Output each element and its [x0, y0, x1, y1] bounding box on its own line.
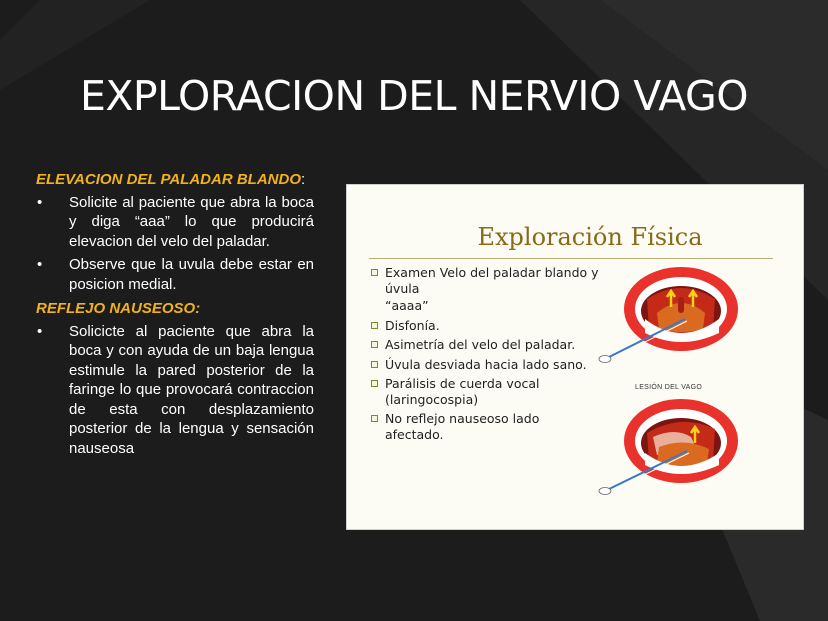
square-bullet-icon: [371, 269, 378, 276]
list-item-text: Asimetría del velo del paladar.: [385, 337, 576, 352]
square-bullet-icon: [371, 322, 378, 329]
heading-paladar-text: ELEVACION DEL PALADAR BLANDO: [36, 171, 302, 188]
list-item: [371, 298, 601, 314]
left-text-column: [36, 170, 314, 463]
panel-bullet-list: [371, 265, 601, 446]
bullet-dot-icon: •: [37, 256, 43, 273]
panel-title: Exploración Física: [477, 223, 703, 251]
mouth-lesion-illustration: [595, 393, 745, 505]
section-heading-paladar: [36, 170, 314, 190]
bullet-text: Solicicte al paciente que abra la boca y con ayuda de un baja lengua estimule la pared posterior de la faringe lo que provocará contraccion de esta con desplazamiento posterior de la lengua y sensación nauseosa: [69, 322, 314, 457]
lesion-label: LESIÓN DEL VAGO: [635, 384, 703, 391]
bullet-list-reflejo: [36, 322, 314, 459]
list-item-text: Disfonía.: [385, 317, 440, 333]
exploration-image-panel: [346, 184, 804, 530]
title-divider: [369, 258, 773, 259]
section-heading-reflejo: [36, 299, 314, 319]
bullet-dot-icon: •: [37, 193, 43, 211]
list-item: [371, 337, 601, 353]
mouth-normal-illustration: [595, 263, 745, 373]
list-item-text: Úvula desviada hacia lado sano.: [385, 356, 587, 372]
list-item: [36, 193, 314, 252]
bullet-dot-icon: •: [37, 322, 43, 340]
bullet-text: Solicite al paciente que abra la boca y diga “aaa” lo que producirá elevacion del velo del paladar.: [69, 193, 314, 250]
list-item-text: Parálisis de cuerda vocal (laringocospia): [385, 376, 540, 407]
list-item: [371, 411, 601, 442]
list-item: [371, 265, 601, 296]
heading-colon: :: [301, 171, 306, 188]
list-item: [371, 357, 601, 373]
slide-title: EXPLORACION DEL NERVIO VAGO: [79, 72, 749, 120]
list-item: [36, 255, 314, 294]
square-bullet-icon: [371, 341, 378, 348]
list-item: [371, 376, 601, 407]
square-bullet-icon: [371, 415, 378, 422]
list-item-text: No reflejo nauseoso lado afectado.: [385, 411, 540, 442]
bullet-list-paladar: [36, 193, 314, 295]
bullet-text: Observe que la uvula debe estar en posicion medial.: [69, 256, 314, 293]
list-item: [36, 322, 314, 459]
square-bullet-icon: [371, 380, 378, 387]
list-item-text: “aaaa”: [385, 298, 429, 313]
square-bullet-icon: [371, 361, 378, 368]
heading-reflejo-text: REFLEJO NAUSEOSO:: [36, 300, 201, 317]
list-item-text: Examen Velo del paladar blando y úvula: [385, 265, 599, 296]
list-item: [371, 318, 601, 334]
